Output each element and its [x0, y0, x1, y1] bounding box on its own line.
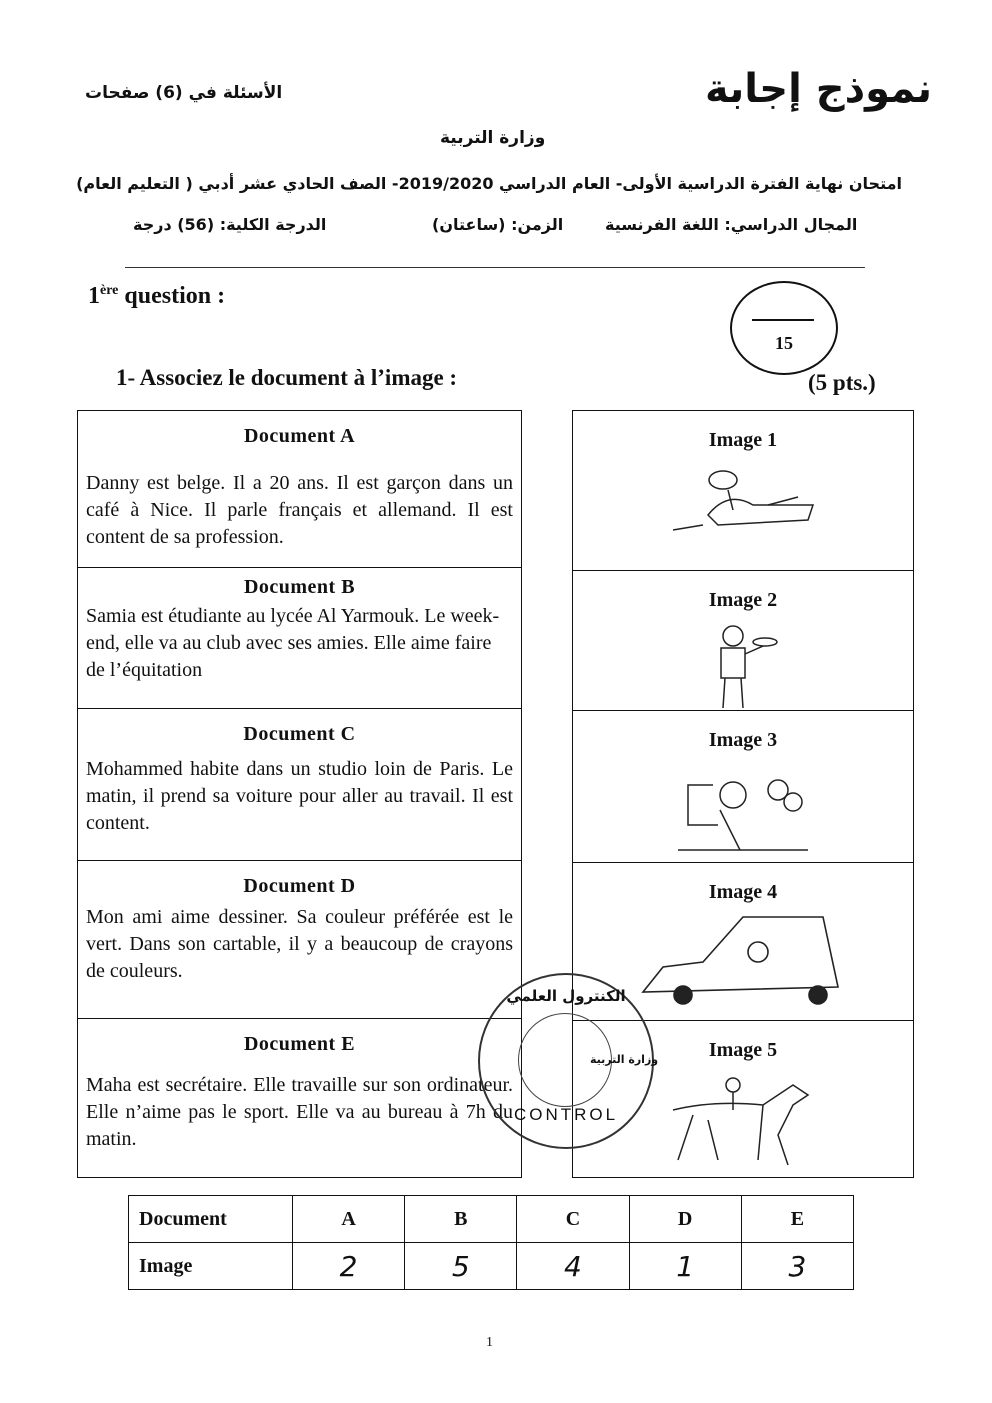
document-a-box	[77, 410, 522, 568]
score-value: 15	[775, 333, 793, 353]
row-header: Document	[129, 1196, 293, 1243]
score-circle	[730, 281, 838, 375]
document-text: Mohammed habite dans un studio loin de Paris. Le matin, il prend sa voiture pour aller au travail. Il est content.	[86, 758, 513, 834]
image-1-box	[572, 410, 914, 571]
waiter-icon	[703, 620, 783, 712]
letter-cell: B	[405, 1196, 517, 1243]
car-driver-icon	[638, 912, 848, 1012]
document-title: Document E	[243, 1033, 356, 1055]
score-line	[752, 319, 814, 321]
duration: الزمن: (ساعتان)	[432, 215, 564, 234]
document-title: Document B	[243, 576, 356, 598]
document-title: Document A	[243, 425, 356, 447]
row-header: Image	[129, 1243, 293, 1290]
table-row	[129, 1243, 854, 1290]
answer-cell: 3	[741, 1243, 853, 1290]
answer-key-logo: نموذج إجابة	[705, 66, 933, 112]
exam-title: امتحان نهاية الفترة الدراسية الأولى- العام الدراسي 2019/2020- الصف الحادي عشر أدبي ( التعليم العام)	[76, 174, 902, 193]
letter-cell: E	[741, 1196, 853, 1243]
answer-cell: 5	[405, 1243, 517, 1290]
question-number: 1	[88, 283, 100, 309]
horse-rider-icon	[653, 1070, 833, 1170]
table-row	[129, 1196, 854, 1243]
stamp-top-text: الكنترول العلمي	[506, 987, 626, 1005]
points: (5 pts.)	[808, 370, 876, 395]
pages-count: الأسئلة في (6) صفحات	[85, 83, 283, 103]
stamp-side-text: وزارة التربية	[590, 1053, 659, 1066]
document-b-box	[77, 567, 522, 709]
letter-cell: D	[629, 1196, 741, 1243]
letter-cell: A	[293, 1196, 405, 1243]
document-title: Document C	[243, 723, 356, 745]
header-divider	[125, 267, 865, 268]
image-2-box	[572, 570, 914, 711]
image-title: Image 4	[708, 881, 778, 903]
document-text: Danny est belge. Il a 20 ans. Il est garçon dans un café à Nice. Il parle français et allemand. Il est content de sa profession.	[86, 472, 513, 548]
document-d-box	[77, 860, 522, 1019]
document-e-box	[77, 1018, 522, 1178]
document-text: Mon ami aime dessiner. Sa couleur préférée est le vert. Dans son cartable, il y a beaucoup de crayons de couleurs.	[86, 906, 513, 982]
image-title: Image 2	[708, 589, 778, 611]
instruction: 1- Associez le document à l’image :	[116, 365, 458, 390]
ministry: وزارة التربية	[440, 128, 546, 148]
image-title: Image 5	[708, 1039, 778, 1061]
image-3-box	[572, 710, 914, 863]
page-number: 1	[486, 1335, 493, 1350]
person-drawing-icon	[668, 460, 818, 540]
letter-cell: C	[517, 1196, 629, 1243]
answer-cell: 2	[293, 1243, 405, 1290]
answer-cell: 4	[517, 1243, 629, 1290]
stamp-bottom-text: CONTROL	[513, 1105, 619, 1124]
question-title	[88, 283, 225, 310]
control-stamp	[478, 973, 659, 1149]
document-c-box	[77, 708, 522, 861]
image-title: Image 1	[708, 429, 778, 451]
total-score: الدرجة الكلية: (56) درجة	[133, 215, 327, 234]
answer-table	[128, 1195, 854, 1290]
document-text: Maha est secrétaire. Elle travaille sur son ordinateur. Elle n’aime pas le sport. Elle va au bureau à 7h du matin.	[86, 1074, 513, 1150]
question-sup: ère	[100, 283, 119, 298]
document-title: Document D	[243, 875, 356, 897]
answer-cell: 1	[629, 1243, 741, 1290]
question-label: question :	[118, 283, 226, 309]
image-title: Image 3	[708, 729, 778, 751]
document-text: Samia est étudiante au lycée Al Yarmouk. Le week-end, elle va au club avec ses amies. Elle aime faire de l’équitation	[86, 605, 500, 681]
subject: المجال الدراسي: اللغة الفرنسية	[605, 215, 858, 234]
secretary-phone-icon	[658, 760, 828, 855]
